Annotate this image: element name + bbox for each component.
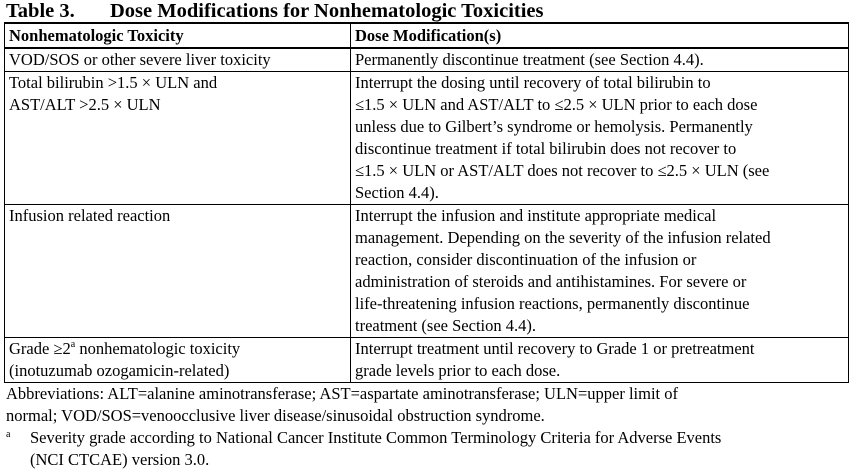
cell-line: Total bilirubin >1.5 × ULN and bbox=[9, 73, 218, 92]
table-title: Dose Modifications for Nonhematologic Toxicities bbox=[110, 0, 544, 22]
table-row bbox=[5, 205, 849, 338]
cell-line: life-threatening infusion reactions, permanently discontinue bbox=[355, 294, 750, 313]
table-caption bbox=[6, 0, 852, 22]
cell-line: management. Depending on the severity of the infusion related bbox=[355, 228, 771, 247]
cell-line: AST/ALT >2.5 × ULN bbox=[9, 95, 161, 114]
footnote-text bbox=[30, 427, 721, 471]
table-row bbox=[5, 48, 849, 72]
cell-line: reaction, consider discontinuation of the infusion or bbox=[355, 250, 697, 269]
cell-line: Infusion related reaction bbox=[9, 206, 171, 225]
cell-line: treatment (see Section 4.4). bbox=[355, 316, 536, 335]
cell-line: ≤1.5 × ULN and AST/ALT to ≤2.5 × ULN prior to each dose bbox=[355, 95, 758, 114]
footnote-line: (NCI CTCAE) version 3.0. bbox=[30, 450, 210, 469]
table-number: Table 3. bbox=[6, 0, 75, 22]
cell-line bbox=[9, 338, 346, 360]
footnote-mark: a bbox=[6, 429, 11, 440]
table-row bbox=[5, 72, 849, 205]
document-page bbox=[4, 0, 852, 471]
footnote-line: Severity grade according to National Cancer Institute Common Terminology Criteria for Adverse Events bbox=[30, 428, 722, 447]
cell-line: unless due to Gilbert’s syndrome or hemolysis. Permanently bbox=[355, 117, 753, 136]
dose-modification-table bbox=[4, 22, 849, 383]
cell-line: Interrupt the dosing until recovery of total bilirubin to bbox=[355, 73, 711, 92]
cell-line: (inotuzumab ozogamicin-related) bbox=[9, 361, 230, 380]
grade-prefix: Grade ≥2 bbox=[9, 339, 71, 358]
cell-line: grade levels prior to each dose. bbox=[355, 361, 561, 380]
cell-line: Interrupt the infusion and institute appropriate medical bbox=[355, 206, 717, 225]
cell-line: Section 4.4). bbox=[355, 183, 439, 202]
toxicity-cell bbox=[5, 338, 351, 383]
modification-cell bbox=[351, 205, 849, 338]
cell-line: discontinue treatment if total bilirubin does not recover to bbox=[355, 139, 737, 158]
toxicity-cell bbox=[5, 72, 351, 205]
note-line: Abbreviations: ALT=alanine aminotransferase; AST=aspartate aminotransferase; ULN=upper limit of bbox=[6, 384, 678, 403]
cell-line: Interrupt treatment until recovery to Grade 1 or pretreatment bbox=[355, 339, 755, 358]
footnote bbox=[6, 427, 852, 471]
cell-line: administration of steroids and antihistamines. For severe or bbox=[355, 272, 747, 291]
toxicity-cell bbox=[5, 205, 351, 338]
modification-cell bbox=[351, 72, 849, 205]
modification-cell bbox=[351, 338, 849, 383]
header-toxicity: Nonhematologic Toxicity bbox=[5, 23, 351, 48]
note-line: normal; VOD/SOS=venoocclusive liver disease/sinusoidal obstruction syndrome. bbox=[6, 406, 545, 425]
table-row bbox=[5, 338, 849, 383]
header-dose-modifications: Dose Modification(s) bbox=[351, 23, 849, 48]
modification-cell bbox=[351, 48, 849, 72]
grade-suffix: nonhematologic toxicity bbox=[75, 339, 241, 358]
abbreviations-note bbox=[6, 383, 852, 427]
cell-line: VOD/SOS or other severe liver toxicity bbox=[9, 50, 271, 69]
cell-line: ≤1.5 × ULN or AST/ALT does not recover to ≤2.5 × ULN (see bbox=[355, 161, 770, 180]
cell-line: Permanently discontinue treatment (see Section 4.4). bbox=[355, 50, 704, 69]
table-header-row bbox=[5, 23, 849, 48]
footnote-ref: a bbox=[70, 338, 76, 350]
toxicity-cell bbox=[5, 48, 351, 72]
